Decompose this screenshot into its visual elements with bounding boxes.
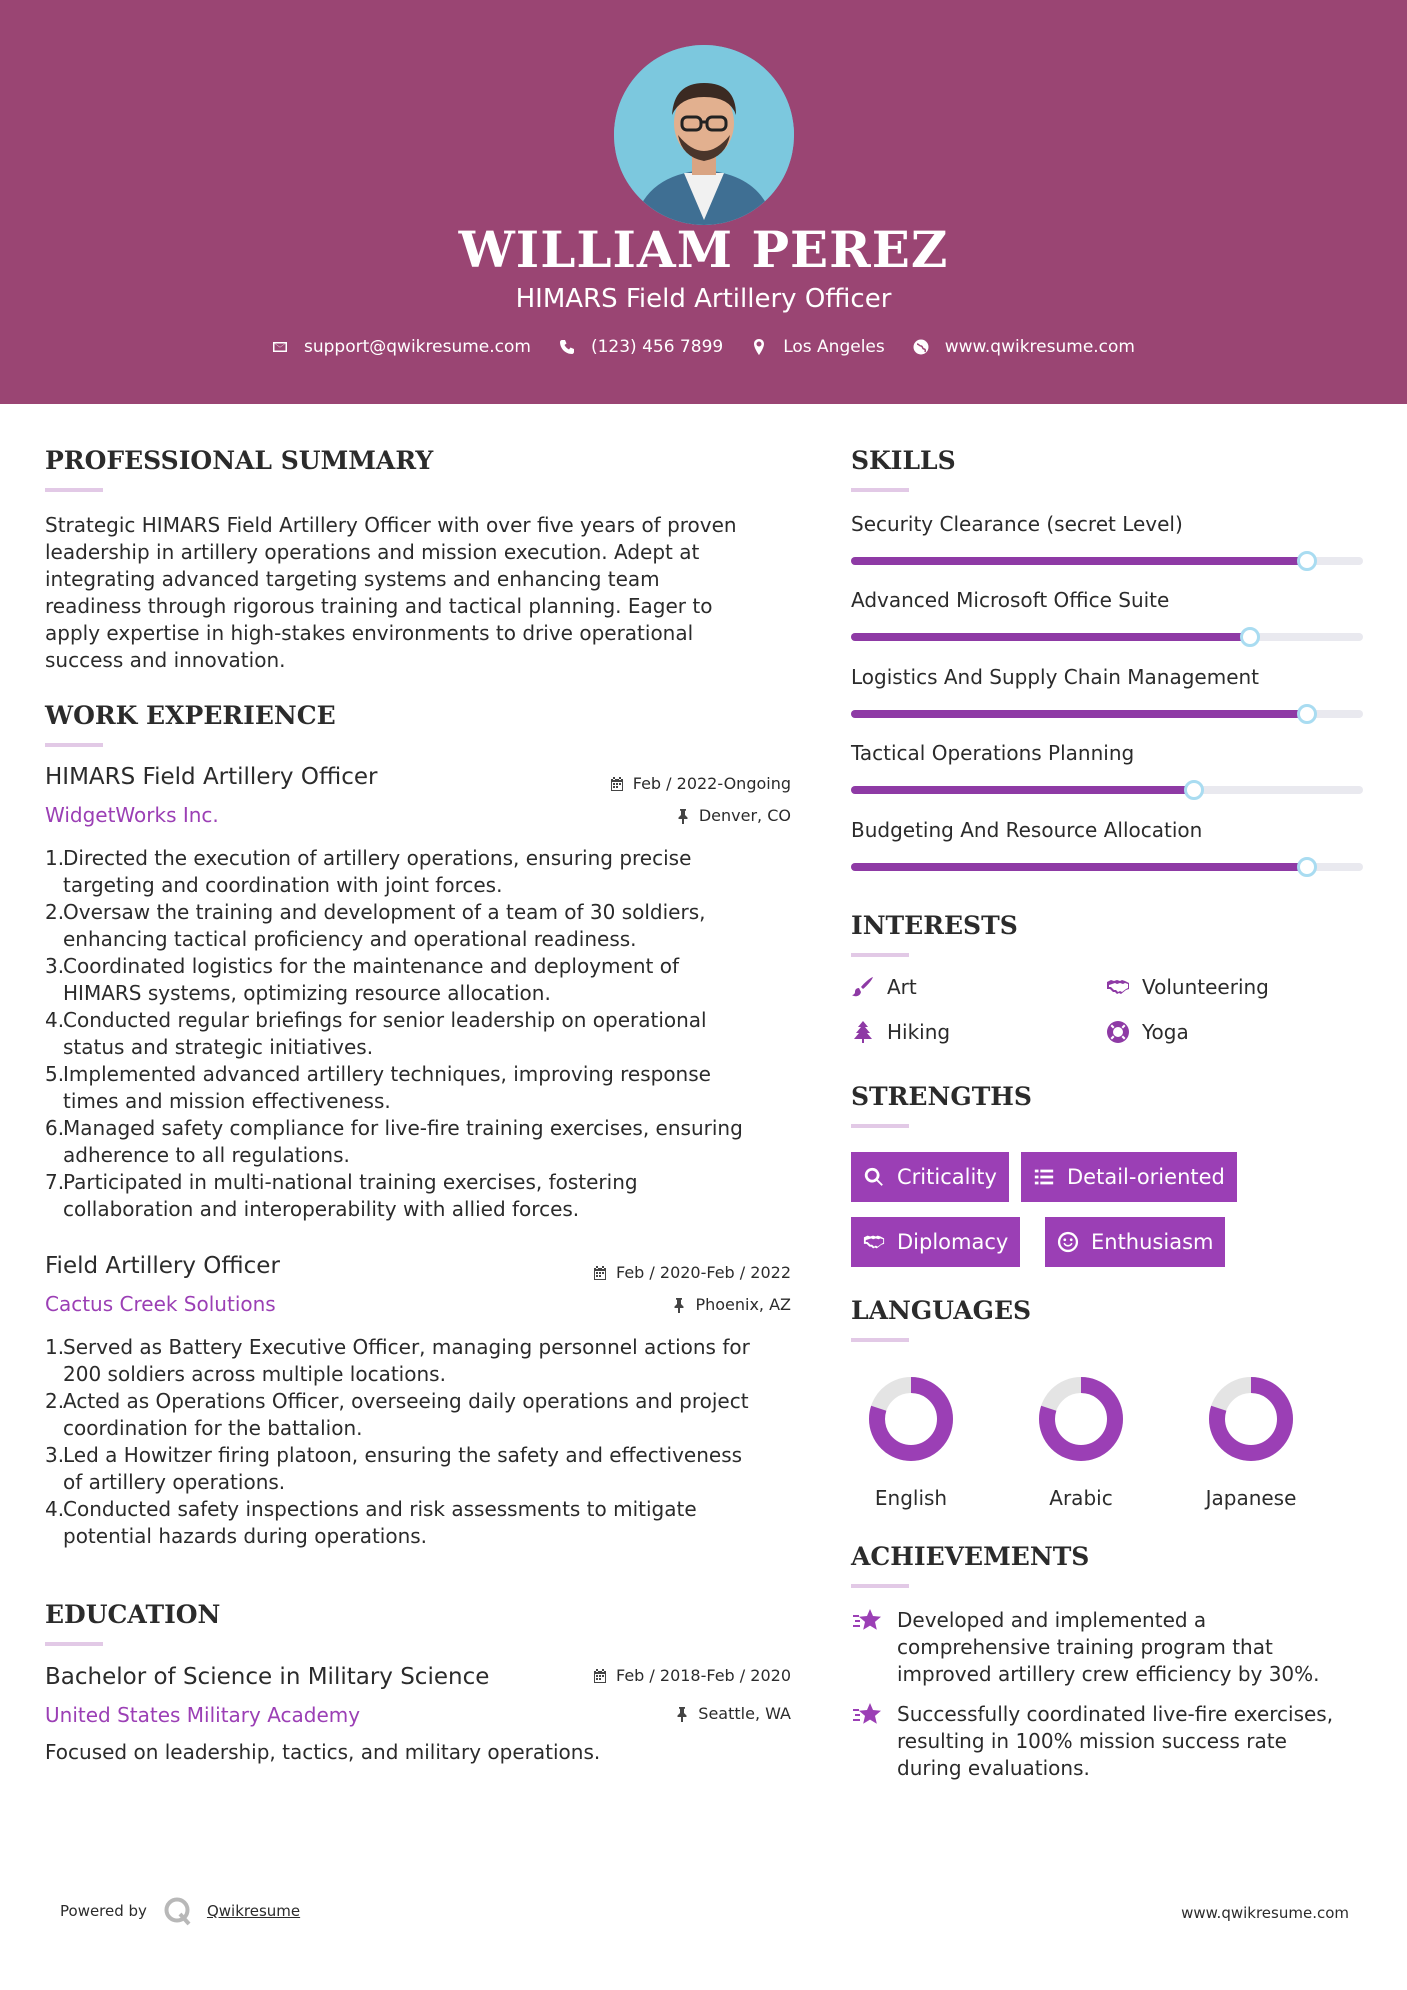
contact-phone[interactable] — [559, 337, 723, 357]
avatar-icon — [614, 45, 794, 225]
school-name: United States Military Academy — [45, 1703, 361, 1727]
list-item: 2. Oversaw the training and development of a team of 30 soldiers, enhancing tactical proficiency and operational readiness. — [45, 900, 706, 951]
location-text: Los Angeles — [783, 337, 885, 357]
job-title: Field Artillery Officer — [45, 1253, 280, 1279]
job-location-text: Phoenix, AZ — [695, 1295, 791, 1314]
map-pin-icon — [751, 339, 767, 355]
list-item: 1. Directed the execution of artillery operations, ensuring precise targeting and coordination with joint forces. — [45, 846, 692, 897]
education-location-text: Seattle, WA — [698, 1704, 791, 1723]
job-dates — [592, 1263, 791, 1282]
envelope-icon — [272, 339, 288, 355]
education-description: Focused on leadership, tactics, and military operations. — [45, 1740, 601, 1764]
language-name: Japanese — [1205, 1486, 1297, 1510]
skill-name: Tactical Operations Planning — [851, 741, 1135, 765]
interests-rule — [851, 953, 909, 957]
list-item: 1. Served as Battery Executive Officer, managing personnel actions for 200 soldiers across multiple locations. — [45, 1335, 750, 1386]
skill-bar — [851, 786, 1363, 794]
job-dates-text: Feb / 2022-Ongoing — [632, 774, 791, 793]
summary-text — [45, 512, 737, 674]
job-company: Cactus Creek Solutions — [45, 1292, 276, 1316]
skill-bar-knob — [1297, 857, 1317, 877]
skill-bar-fill — [851, 633, 1250, 641]
list-item: 4. Conducted safety inspections and risk assessments to mitigate potential hazards during operations. — [45, 1497, 697, 1548]
list-icon — [1033, 1166, 1055, 1188]
website-text: www.qwikresume.com — [944, 337, 1135, 357]
job-duties — [45, 845, 785, 1223]
strengths-heading: STRENGTHS — [851, 1082, 1032, 1111]
search-icon — [863, 1166, 885, 1188]
strength-tag: Diplomacy — [851, 1217, 1020, 1267]
interest-yoga: Yoga — [1106, 1020, 1189, 1044]
language-item — [841, 1376, 981, 1510]
education-heading: EDUCATION — [45, 1600, 221, 1629]
phone-icon — [559, 339, 575, 355]
job-location-text: Denver, CO — [698, 806, 791, 825]
skills-heading: SKILLS — [851, 446, 956, 475]
skill-bar — [851, 710, 1363, 718]
skill-bar-knob — [1240, 627, 1260, 647]
job-location — [675, 806, 791, 825]
summary-line: apply expertise in high-stakes environments to drive operational — [45, 621, 694, 645]
achievement-item: Developed and implemented a comprehensive training program that improved artillery crew efficiency by 30%. — [851, 1607, 1320, 1688]
qwikresume-link[interactable]: Qwikresume — [206, 1902, 301, 1920]
handshake-icon — [1106, 975, 1130, 999]
education-dates-text: Feb / 2018-Feb / 2020 — [616, 1666, 791, 1685]
pushpin-icon — [675, 808, 691, 824]
calendar-icon — [609, 776, 625, 792]
languages-heading: LANGUAGES — [851, 1296, 1032, 1325]
interest-art: Art — [851, 975, 917, 999]
job-dates — [609, 774, 791, 793]
resume-header — [0, 0, 1407, 404]
education-dates — [592, 1666, 791, 1685]
smile-icon — [1057, 1231, 1079, 1253]
email-text: support@qwikresume.com — [304, 337, 531, 357]
contact-email[interactable] — [272, 337, 531, 357]
skill-name: Budgeting And Resource Allocation — [851, 818, 1203, 842]
candidate-name: WILLIAM PEREZ — [458, 220, 949, 279]
achievements-heading: ACHIEVEMENTS — [851, 1542, 1090, 1571]
interest-volunteering: Volunteering — [1106, 975, 1269, 999]
pushpin-icon — [674, 1706, 690, 1722]
lifering-icon — [1106, 1020, 1130, 1044]
skill-name: Security Clearance (secret Level) — [851, 512, 1183, 536]
footer-powered-by: Powered by Qwikresume — [60, 1896, 300, 1926]
paintbrush-icon — [851, 975, 875, 999]
language-donut — [1208, 1376, 1294, 1462]
list-item: 3. Coordinated logistics for the maintenance and deployment of HIMARS systems, optimizing resource allocation. — [45, 954, 679, 1005]
language-donut — [868, 1376, 954, 1462]
summary-line: Strategic HIMARS Field Artillery Officer with over five years of proven — [45, 513, 737, 537]
skills-rule — [851, 488, 909, 492]
job-title: HIMARS Field Artillery Officer — [45, 764, 378, 790]
job-duties — [45, 1334, 785, 1550]
contact-location — [751, 337, 885, 357]
experience-rule — [45, 743, 103, 747]
skill-name: Logistics And Supply Chain Management — [851, 665, 1260, 689]
skill-bar-fill — [851, 710, 1307, 718]
strengths-rule — [851, 1124, 909, 1128]
list-item: 3. Led a Howitzer firing platoon, ensuring the safety and effectiveness of artillery operations. — [45, 1443, 743, 1494]
list-item: 5. Implemented advanced artillery techniques, improving response times and mission effectiveness. — [45, 1062, 711, 1113]
globe-icon — [913, 339, 929, 355]
achievement-item: Successfully coordinated live-fire exercises, resulting in 100% mission success rate during evaluations. — [851, 1701, 1333, 1782]
skill-bar — [851, 863, 1363, 871]
job-location — [671, 1295, 791, 1314]
calendar-icon — [592, 1265, 608, 1281]
pushpin-icon — [671, 1297, 687, 1313]
summary-line: leadership in artillery operations and mission execution. Adept at — [45, 540, 700, 564]
language-donut — [1038, 1376, 1124, 1462]
shooting-star-icon — [851, 1605, 883, 1637]
strength-tag: Enthusiasm — [1045, 1217, 1225, 1267]
skill-bar — [851, 633, 1363, 641]
skill-bar-knob — [1184, 780, 1204, 800]
profile-photo — [614, 45, 794, 225]
skill-bar-fill — [851, 557, 1307, 565]
degree-title: Bachelor of Science in Military Science — [45, 1664, 490, 1690]
list-item: 2. Acted as Operations Officer, overseeing daily operations and project coordination for the battalion. — [45, 1389, 749, 1440]
achievements-rule — [851, 1584, 909, 1588]
summary-line: integrating advanced targeting systems and enhancing team — [45, 567, 660, 591]
skill-bar-knob — [1297, 704, 1317, 724]
qwikresume-logo-icon — [163, 1896, 193, 1926]
job-company: WidgetWorks Inc. — [45, 803, 219, 827]
footer-website[interactable]: www.qwikresume.com — [1181, 1904, 1349, 1922]
language-item — [1011, 1376, 1151, 1510]
list-item: 4. Conducted regular briefings for senior leadership on operational status and strategic initiatives. — [45, 1008, 707, 1059]
list-item: 7. Participated in multi-national training exercises, fostering collaboration and interoperability with allied forces. — [45, 1170, 638, 1221]
skill-bar-knob — [1297, 551, 1317, 571]
summary-rule — [45, 488, 103, 492]
language-name: English — [874, 1486, 948, 1510]
job-dates-text: Feb / 2020-Feb / 2022 — [616, 1263, 791, 1282]
interests-heading: INTERESTS — [851, 911, 1018, 940]
contact-bar — [0, 337, 1407, 357]
handshake-icon — [863, 1231, 885, 1253]
interest-hiking: Hiking — [851, 1020, 950, 1044]
education-rule — [45, 1642, 103, 1646]
language-item — [1181, 1376, 1321, 1510]
shooting-star-icon — [851, 1699, 883, 1731]
list-item: 6. Managed safety compliance for live-fire training exercises, ensuring adherence to all regulations. — [45, 1116, 743, 1167]
strength-tag: Detail-oriented — [1021, 1152, 1237, 1202]
summary-line: success and innovation. — [45, 648, 286, 672]
skill-name: Advanced Microsoft Office Suite — [851, 588, 1170, 612]
skill-bar-fill — [851, 863, 1307, 871]
tree-icon — [851, 1020, 875, 1044]
language-name: Arabic — [1049, 1486, 1113, 1510]
strength-tag: Criticality — [851, 1152, 1009, 1202]
calendar-icon — [592, 1668, 608, 1684]
experience-heading: WORK EXPERIENCE — [45, 701, 336, 730]
summary-line: readiness through rigorous training and tactical planning. Eager to — [45, 594, 713, 618]
skill-bar-fill — [851, 786, 1194, 794]
education-location — [674, 1704, 791, 1723]
phone-text: (123) 456 7899 — [590, 337, 724, 357]
candidate-title: HIMARS Field Artillery Officer — [515, 284, 892, 314]
skill-bar — [851, 557, 1363, 565]
summary-heading: PROFESSIONAL SUMMARY — [45, 446, 434, 475]
languages-rule — [851, 1338, 909, 1342]
contact-website[interactable] — [913, 337, 1135, 357]
